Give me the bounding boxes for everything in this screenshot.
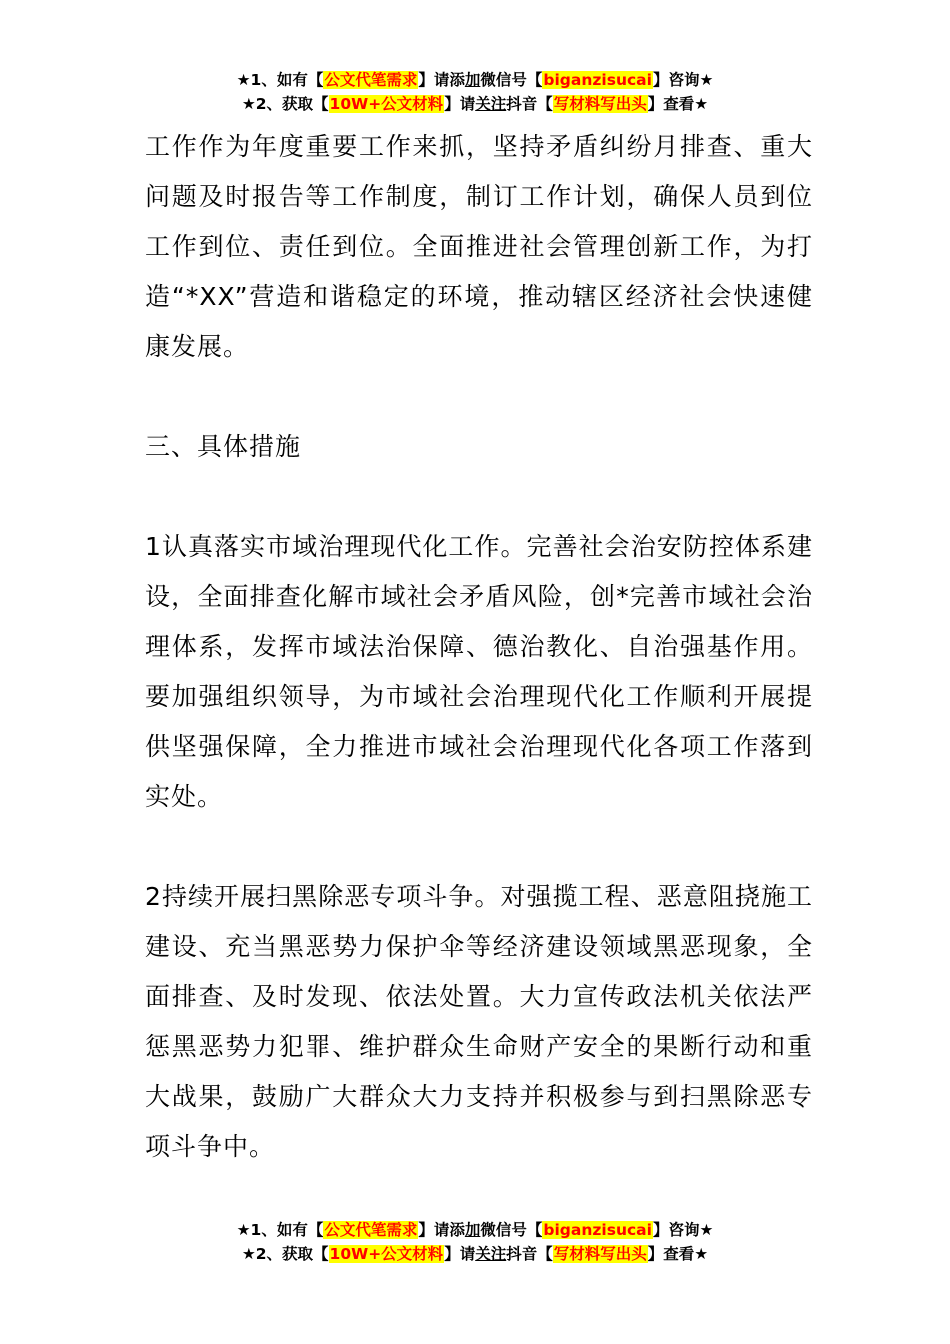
highlight-materials: 10W+公文材料	[329, 1245, 444, 1263]
measure-paragraph-2: 2持续开展扫黑除恶专项斗争。对强揽工程、恶意阻挠施工建设、充当黑恶势力保护伞等经济建设领域黑恶现象，全面排查、及时发现、依法处置。大力宣传政法机关依法严惩黑恶势力犯罪、维护群众生命财产安全的果断行动和重大战果，鼓励广大群众大力支持并积极参与到扫黑除恶专项斗争中。	[145, 882, 813, 1161]
underlined-text: 关注	[475, 95, 507, 113]
highlight-wechat-id: biganzisucai	[543, 1221, 652, 1239]
banner-text: 抖音【	[506, 95, 553, 113]
underlined-text: 关注	[475, 1245, 507, 1263]
highlight-service: 公文代笔需求	[324, 1221, 418, 1239]
banner-text: 微信号【	[480, 1221, 543, 1239]
banner-text: ★1、如有【	[236, 71, 324, 89]
banner-line-1	[0, 68, 950, 92]
banner-line-2	[0, 1242, 950, 1266]
banner-text: 】咨询★	[652, 1221, 714, 1239]
measure-paragraph-1: 1认真落实市域治理现代化工作。完善社会治安防控体系建设，全面排查化解市域社会矛盾风险，创*完善市域社会治理体系，发挥市域法治保障、德治教化、自治强基作用。要加强组织领导，为市域社会治理现代化工作顺利开展提供坚强保障，全力推进市域社会治理现代化各项工作落到实处。	[145, 532, 813, 811]
banner-text: 】咨询★	[652, 71, 714, 89]
banner-text: 】请	[444, 95, 476, 113]
banner-text: ★2、获取【	[241, 1245, 329, 1263]
highlight-materials: 10W+公文材料	[329, 95, 444, 113]
banner-text: 】请添	[418, 1221, 465, 1239]
intro-paragraph: 工作作为年度重要工作来抓，坚持矛盾纠纷月排查、重大问题及时报告等工作制度，制订工作计划，确保人员到位工作到位、责任到位。全面推进社会管理创新工作，为打造“*XX”营造和谐稳定的环境，推动辖区经济社会快速健康发展。	[145, 132, 813, 361]
banner-line-2	[0, 92, 950, 116]
highlight-wechat-id: biganzisucai	[543, 71, 652, 89]
banner-text: 抖音【	[506, 1245, 553, 1263]
document-body	[145, 122, 813, 1172]
underlined-text: 加	[464, 71, 481, 89]
section-heading: 三、具体措施	[145, 432, 302, 461]
highlight-douyin: 写材料写出头	[553, 1245, 647, 1263]
footer-banner	[0, 1218, 950, 1266]
banner-text: ★2、获取【	[241, 95, 329, 113]
banner-text: 】请添	[418, 71, 465, 89]
banner-line-1	[0, 1218, 950, 1242]
banner-text: 微信号【	[480, 71, 543, 89]
header-banner	[0, 68, 950, 116]
banner-text: ★1、如有【	[236, 1221, 324, 1239]
highlight-service: 公文代笔需求	[324, 71, 418, 89]
banner-text: 】查看★	[647, 95, 709, 113]
banner-text: 】查看★	[647, 1245, 709, 1263]
underlined-text: 加	[464, 1221, 481, 1239]
banner-text: 】请	[444, 1245, 476, 1263]
highlight-douyin: 写材料写出头	[553, 95, 647, 113]
